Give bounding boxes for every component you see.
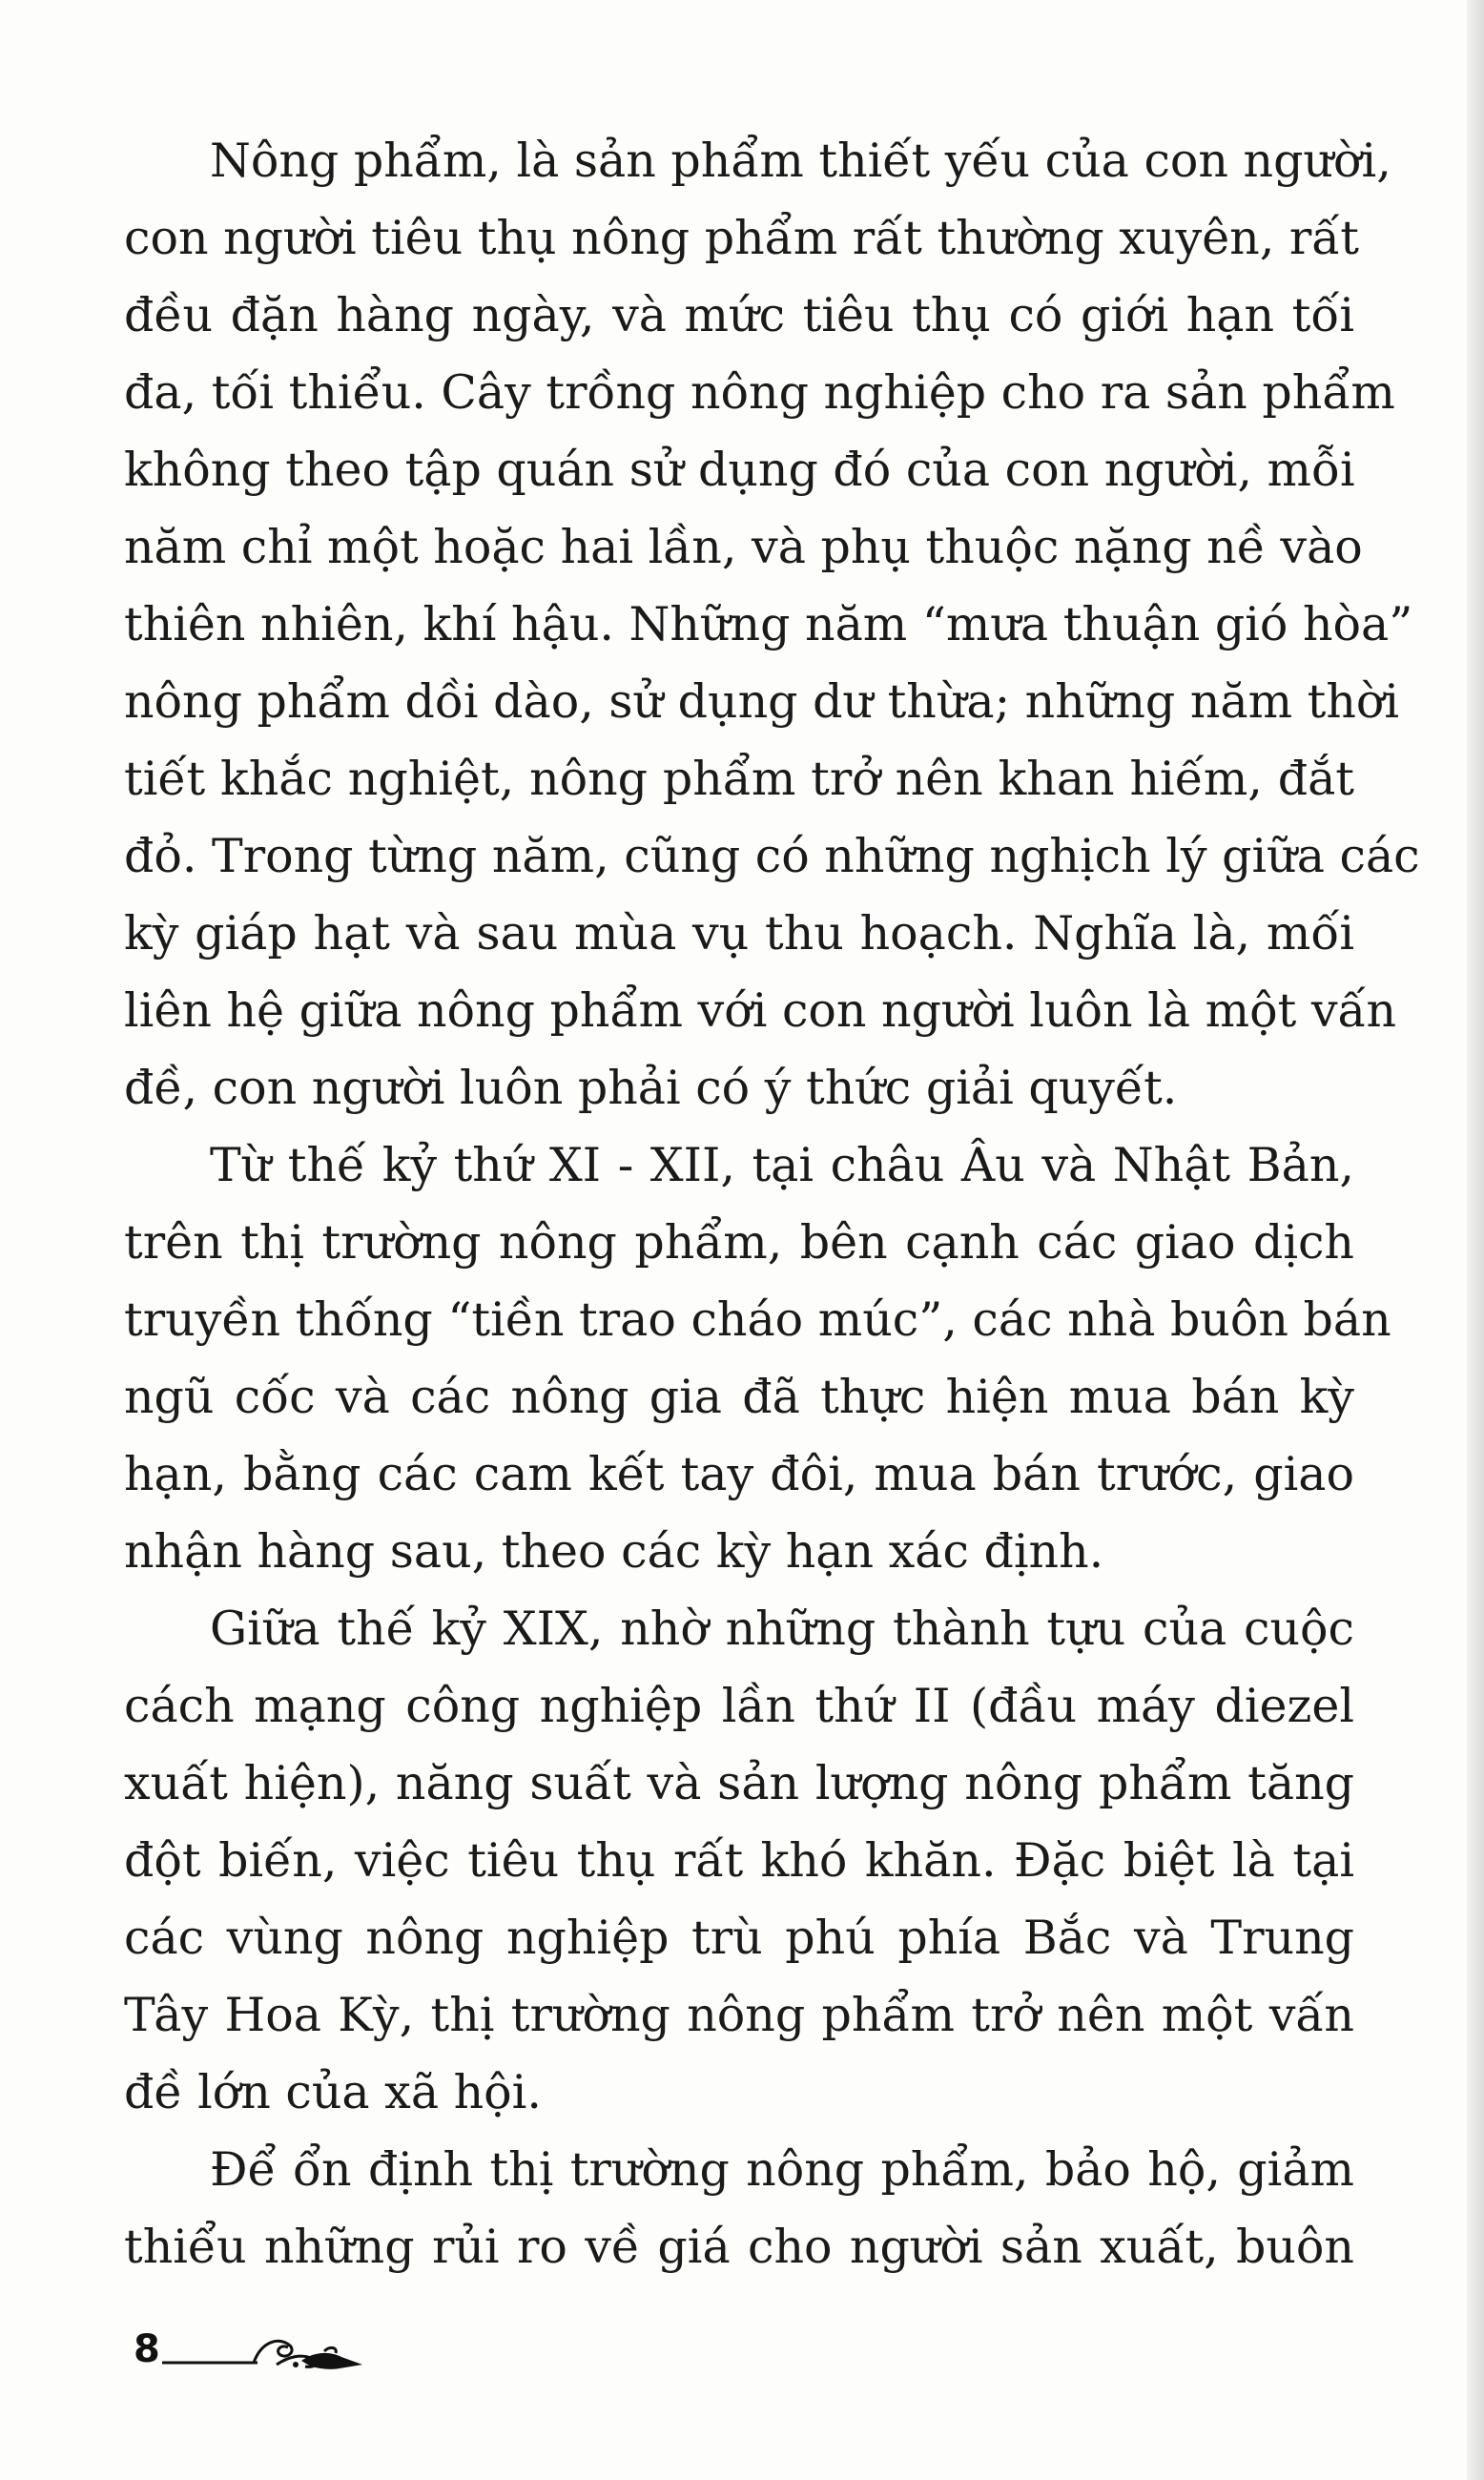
page-edge-shadow xyxy=(1467,0,1484,2480)
text-line: liên hệ giữa nông phẩm với con người luôn là một vấn xyxy=(124,983,1397,1038)
text-line: Giữa thế kỷ XIX, nhờ những thành tựu của cuộc xyxy=(210,1602,1354,1656)
text-line: hạn, bằng các cam kết tay đôi, mua bán trước, giao xyxy=(124,1447,1354,1501)
page-number: 8 xyxy=(134,2327,160,2371)
text-line: con người tiêu thụ nông phẩm rất thường xuyên, rất xyxy=(124,211,1359,265)
text-line: đỏ. Trong từng năm, cũng có những nghịch lý giữa các xyxy=(124,829,1420,883)
text-line: thiểu những rủi ro về giá cho người sản xuất, buôn xyxy=(124,2220,1354,2274)
body-text xyxy=(124,122,1420,2285)
text-line: Tây Hoa Kỳ, thị trường nông phẩm trở nên một vấn xyxy=(124,1988,1354,2042)
text-line: ngũ cốc và các nông gia đã thực hiện mua bán kỳ xyxy=(124,1370,1354,1424)
text-line: Nông phẩm, là sản phẩm thiết yếu của con người, xyxy=(210,134,1391,188)
text-line: Để ổn định thị trường nông phẩm, bảo hộ, giảm xyxy=(210,2142,1354,2197)
text-line: đề, con người luôn phải có ý thức giải quyết. xyxy=(124,1061,1178,1115)
text-line: các vùng nông nghiệp trù phú phía Bắc và Trung xyxy=(124,1911,1354,1965)
text-line: thiên nhiên, khí hậu. Những năm “mưa thuận gió hòa” xyxy=(124,597,1413,651)
text-line: đột biến, việc tiêu thụ rất khó khăn. Đặc biệt là tại xyxy=(124,1833,1354,1888)
text-line: năm chỉ một hoặc hai lần, và phụ thuộc nặng nề vào xyxy=(124,520,1363,574)
text-line: nhận hàng sau, theo các kỳ hạn xác định. xyxy=(124,1524,1104,1579)
decorative-flourish-icon xyxy=(162,2323,381,2380)
paragraph xyxy=(124,1590,1354,2131)
text-line: Từ thế kỷ thứ XI - XII, tại châu Âu và Nhật Bản, xyxy=(210,1138,1354,1192)
text-line: truyền thống “tiền trao cháo múc”, các nhà buôn bán xyxy=(124,1292,1391,1347)
paragraph xyxy=(124,2131,1354,2285)
page-footer xyxy=(134,2323,381,2380)
text-line: cách mạng công nghiệp lần thứ II (đầu máy diezel xyxy=(124,1679,1354,1733)
text-line: trên thị trường nông phẩm, bên cạnh các giao dịch xyxy=(124,1215,1354,1270)
text-line: đa, tối thiểu. Cây trồng nông nghiệp cho ra sản phẩm xyxy=(124,365,1395,420)
text-line: nông phẩm dồi dào, sử dụng dư thừa; những năm thời xyxy=(124,674,1400,729)
text-line: xuất hiện), năng suất và sản lượng nông phẩm tăng xyxy=(124,1756,1354,1810)
paragraph xyxy=(124,1126,1391,1590)
text-line: không theo tập quán sử dụng đó của con người, mỗi xyxy=(124,443,1355,497)
paragraph xyxy=(124,122,1420,1126)
text-line: đều đặn hàng ngày, và mức tiêu thụ có giới hạn tối xyxy=(124,288,1354,342)
text-line: đề lớn của xã hội. xyxy=(124,2065,542,2119)
text-line: kỳ giáp hạt và sau mùa vụ thu hoạch. Nghĩa là, mối xyxy=(124,906,1354,961)
text-line: tiết khắc nghiệt, nông phẩm trở nên khan hiếm, đắt xyxy=(124,752,1354,806)
